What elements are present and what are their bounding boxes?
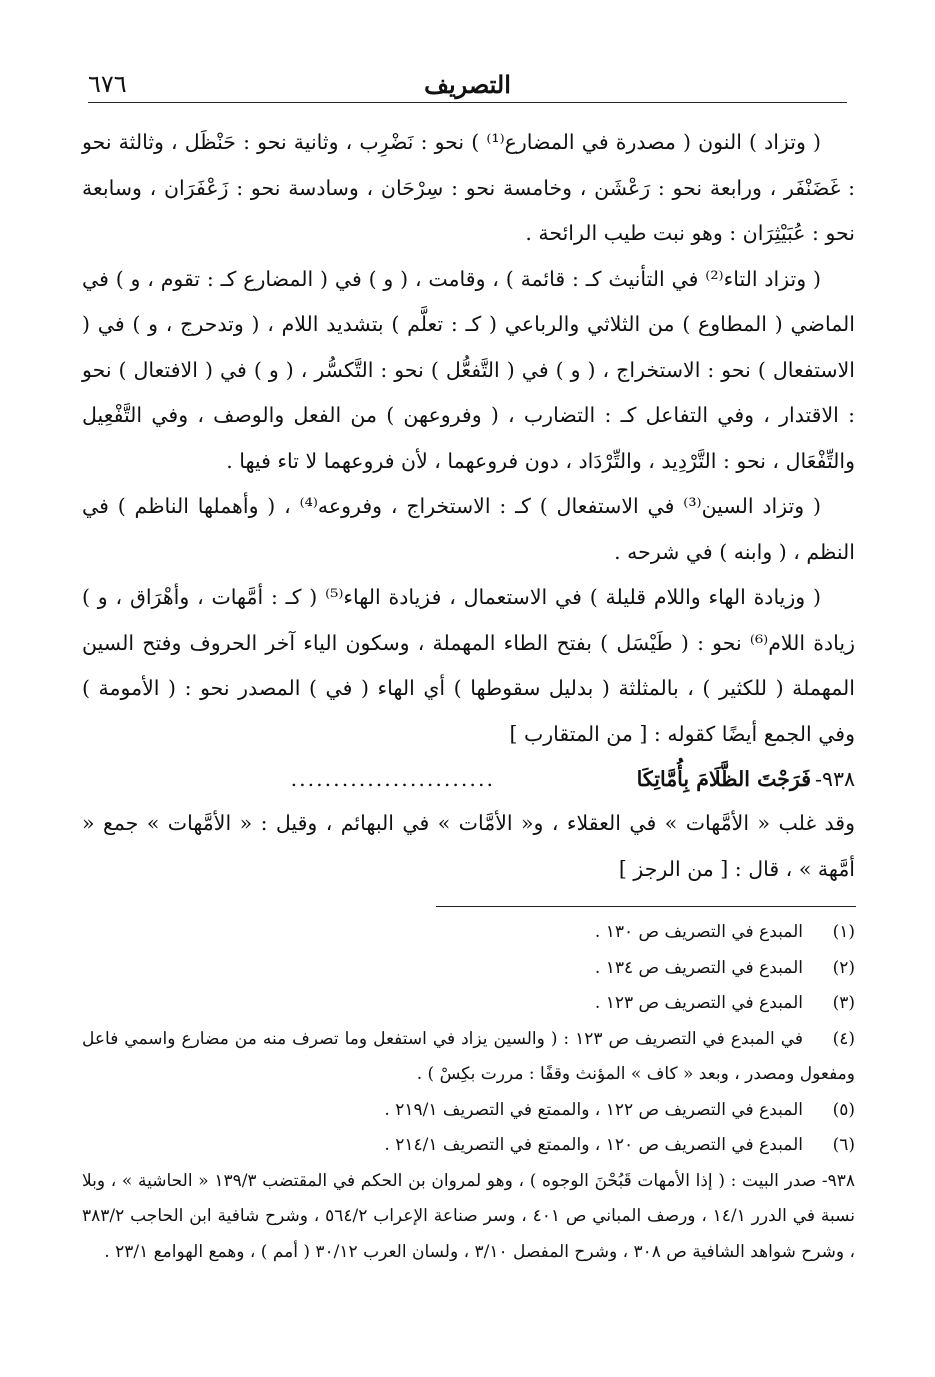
footnote [82,1022,855,1093]
footnote-text: المبدع في التصريف ص ١٢٣ . [594,993,803,1013]
footnote-number: (٢) [832,957,855,978]
footnote-number: (٣) [832,993,855,1013]
footnote-number: (١) [832,922,855,942]
verse-dots: ........................ [290,767,495,791]
main-text [82,120,855,892]
running-title: التصريف [424,70,511,99]
footnote [82,1128,855,1164]
footnote-text: المبدع في التصريف ص ١٢٠ ، والممتع في التصريف ٢١٤/١ . [384,1135,803,1155]
verse-number: ٩٣٨- [815,767,855,791]
page-number: ٦٧٦ [88,70,127,98]
page-header [88,68,847,103]
verse-938 [82,757,855,801]
paragraph-seen: ( وتزاد السين⁽³⁾ في الاستفعال ) كـ : الاستخراج ، وفروعه⁽⁴⁾ ، ( وأهملها الناظم ) في النظم ، ( وابنه ) في شرحه . [82,494,855,564]
footnote-text: المبدع في التصريف ص ١٣٤ . [594,957,803,978]
footnote [82,951,855,987]
footnote-number: (٦) [832,1135,855,1155]
footnote [82,1093,855,1129]
footnotes [82,915,855,1270]
footnote-number: (٤) [832,1028,855,1049]
footnote-text: في المبدع في التصريف ص ١٢٣ : ( والسين يزاد في استفعل وما تصرف منه من مضارع واسمي فاعل ومفعول ومصدر ، وبعد « كاف » المؤنث وقفًا : مررت بكِسْ ) . [82,1028,855,1084]
verse-source-note: ٩٣٨- صدر البيت : ( إذا الأمهات قَبُحْنَ الوجوه ) ، وهو لمروان بن الحكم في المقتضب ١٣٩/٣ « الحاشية » ، وبلا نسبة في الدرر ١٤/١ ، ورصف المباني ص ٤٠١ ، وسر صناعة الإعراب ٥٦٤/٢ ، وشرح شافية ابن الحاجب ٣٨٣/٢ ، وشرح شواهد الشافية ص ٣٠٨ ، وشرح المفصل ٣/١٠ ، ولسان العرب ٣٠/١٢ ( أمم ) ، وهمع الهوامع ٢٣/١ . [82,1170,856,1262]
paragraph-haa-lam: ( وزيادة الهاء واللام قليلة ) في الاستعمال ، فزيادة الهاء⁽⁵⁾ ( كـ : أمَّهات ، وأهْرَاق ، و ) زيادة اللام⁽⁶⁾ نحو : ( طَيْسَل ) بفتح الطاء المهملة ، وسكون الياء آخر الحروف وفتح السين المهملة ( للكثير ) ، بالمثلثة ( بدليل سقوطها ) أي الهاء ( في ) المصدر نحو : ( الأمومة ) وفي الجمع أيضًا كقوله : [ من المتقارب ] [82,585,855,746]
paragraph-nun: ( وتزاد ) النون ( مصدرة في المضارع⁽¹⁾ ) نحو : نَضْرِب ، وثانية نحو : حَنْظَل ، وثالثة نحو : غَضَنْفَر ، ورابعة نحو : رَعْشَن ، وخامسة نحو : سِرْحَان ، وسادسة نحو : زَعْفَرَان ، وسابعة نحو : عُبَيْثِرَان : وهو نبت طيب الرائحة . [82,130,855,245]
footnote-divider [436,906,856,907]
footnote-number: (٥) [832,1099,855,1120]
footnote-text: المبدع في التصريف ص ١٢٢ ، والممتع في التصريف ٢١٩/١ . [384,1099,803,1120]
footnote [82,986,855,1022]
paragraph-taa: ( وتزاد التاء⁽²⁾ في التأنيث كـ : قائمة ) ، وقامت ، ( و ) في ( المضارع كـ : تقوم ، و ) في الماضي ( المطاوع ) من الثلاثي والرباعي ( كـ : تعلَّم ) بتشديد اللام ، ( وتدحرج ، و ) في ( الاستفعال ) نحو : الاستخراج ، ( و ) في ( التَّفعُّل ) نحو : التَّكسُّر ، ( و ) في ( الافتعال ) نحو : الاقتدار ، وفي التفاعل كـ : التضارب ، ( وفروعهن ) من الفعل والوصف ، وفي التَّفْعِيل والتِّفْعَال ، نحو : التَّرْدِيد ، والتِّرْدَاد ، دون فروعهما ، لأن فروعهما لا تاء فيها . [82,266,855,473]
paragraph-ummahat: وقد غلب « الأمَّهات » في العقلاء ، و« الأمَّات » في البهائم ، وقيل : « الأمَّهات » جمع « أمَّهة » ، قال : [ من الرجز ] [82,811,855,881]
footnote-text: المبدع في التصريف ص ١٣٠ . [594,922,803,942]
footnote [82,915,855,951]
verse-text: فَرَجْتَ الظَّلَامَ بِأُمَّاتِكَا [636,767,811,791]
